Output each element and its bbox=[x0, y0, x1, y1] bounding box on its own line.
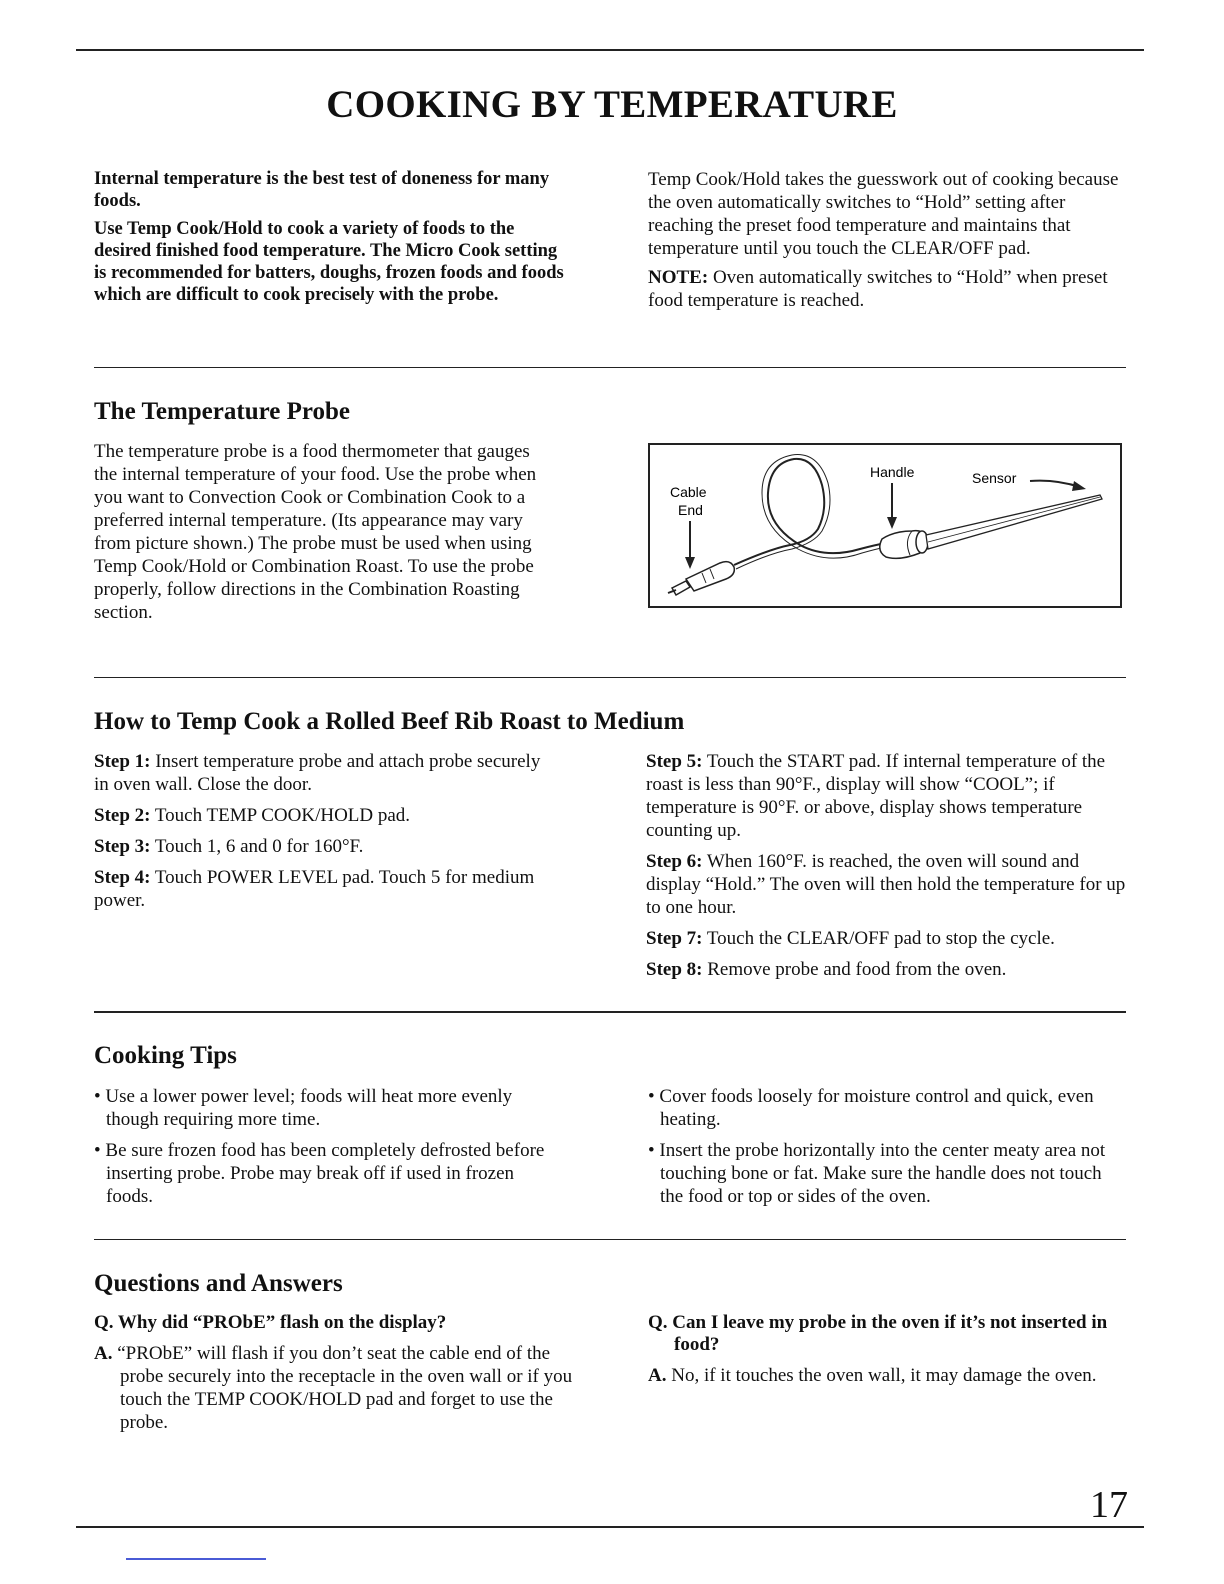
step-text: Touch TEMP COOK/HOLD pad. bbox=[150, 805, 411, 826]
step-text: Remove probe and food from the oven. bbox=[702, 959, 1007, 980]
intro-bold-2: Use Temp Cook/Hold to cook a variety of foods to the desired finished food temperature. The Micro Cook setting is recommended for batters, doughs, frozen foods and foods which are difficult to cook precisely with the probe. bbox=[94, 219, 564, 305]
step-1 bbox=[94, 750, 544, 796]
probe-heading: The Temperature Probe bbox=[94, 398, 351, 425]
label-end: End bbox=[678, 502, 703, 518]
probe-figure bbox=[648, 443, 1122, 608]
top-rule bbox=[76, 49, 1144, 51]
qa-heading: Questions and Answers bbox=[94, 1270, 343, 1297]
step-label: Step 6: bbox=[646, 851, 703, 872]
answer-label: A. bbox=[94, 1343, 113, 1364]
tip-item: • Insert the probe horizontally into the center meaty area not touching bone or fat. Make sure the handle does not touch the food or top or sides of the oven. bbox=[648, 1140, 1106, 1207]
answer-1 bbox=[94, 1342, 574, 1434]
answer-text: No, if it touches the oven wall, it may damage the oven. bbox=[666, 1365, 1097, 1386]
intro-right-para: Temp Cook/Hold takes the guesswork out of cooking because the oven automatically switches to “Hold” setting after reaching the preset food temperature and maintains that temperature until you touch the CLEAR/OFF pad. bbox=[648, 169, 1119, 259]
tips-right bbox=[648, 1085, 1126, 1216]
intro-bold-1: Internal temperature is the best test of doneness for many foods. bbox=[94, 169, 550, 211]
tip-item: • Use a lower power level; foods will heat more evenly though requiring more time. bbox=[94, 1086, 513, 1130]
step-label: Step 2: bbox=[94, 805, 151, 826]
answer-label: A. bbox=[648, 1365, 667, 1386]
step-6 bbox=[646, 850, 1126, 919]
step-text: When 160°F. is reached, the oven will sound and display “Hold.” The oven will then hold the temperature for up to one hour. bbox=[646, 851, 1126, 918]
steps-right bbox=[646, 750, 1126, 989]
section-divider bbox=[94, 677, 1126, 678]
tips-left bbox=[94, 1085, 564, 1216]
intro-right bbox=[648, 168, 1126, 318]
tip-item: • Cover foods loosely for moisture control and quick, even heating. bbox=[648, 1086, 1094, 1130]
step-3 bbox=[94, 835, 544, 858]
qa-left bbox=[94, 1312, 574, 1434]
link-underline bbox=[126, 1558, 266, 1560]
page-title: COOKING BY TEMPERATURE bbox=[326, 83, 898, 126]
step-label: Step 5: bbox=[646, 751, 703, 772]
step-text: Touch the CLEAR/OFF pad to stop the cycle. bbox=[702, 928, 1055, 949]
step-8 bbox=[646, 958, 1126, 981]
probe-text: The temperature probe is a food thermometer that gauges the internal temperature of your food. Use the probe when you want to Convection Cook or Combination Cook to a preferred internal temperature. (Its appearance may vary from picture shown.) The probe must be used when using Temp Cook/Hold or Combination Roast. To use the probe properly, follow directions in the Combination Roasting section. bbox=[94, 441, 537, 623]
section-divider bbox=[94, 1011, 1126, 1013]
step-4 bbox=[94, 866, 544, 912]
section-divider bbox=[94, 367, 1126, 368]
intro-left bbox=[94, 168, 564, 312]
label-sensor: Sensor bbox=[972, 470, 1017, 486]
step-label: Step 7: bbox=[646, 928, 703, 949]
probe-illustration bbox=[650, 445, 1120, 606]
step-label: Step 4: bbox=[94, 867, 151, 888]
step-text: Touch the START pad. If internal temperature of the roast is less than 90°F., display will show “COOL”; if temperature is 90°F. or above, display shows temperature counting up. bbox=[646, 751, 1106, 841]
label-handle: Handle bbox=[870, 464, 915, 480]
step-text: Touch 1, 6 and 0 for 160°F. bbox=[150, 836, 364, 857]
step-5 bbox=[646, 750, 1126, 842]
tip-item: • Be sure frozen food has been completely defrosted before inserting probe. Probe may break off if used in frozen foods. bbox=[94, 1140, 545, 1207]
answer-text: “PRObE” will flash if you don’t seat the cable end of the probe securely into the receptacle in the oven wall or if you touch the TEMP COOK/HOLD pad and forget to use the probe. bbox=[112, 1343, 573, 1433]
question-1: Q. Why did “PRObE” flash on the display? bbox=[94, 1312, 447, 1333]
step-text: Touch POWER LEVEL pad. Touch 5 for medium power. bbox=[94, 867, 535, 911]
section-divider bbox=[94, 1239, 1126, 1240]
step-label: Step 8: bbox=[646, 959, 703, 980]
step-2 bbox=[94, 804, 544, 827]
step-text: Insert temperature probe and attach probe securely in oven wall. Close the door. bbox=[94, 751, 541, 795]
step-label: Step 3: bbox=[94, 836, 151, 857]
label-cable: Cable bbox=[670, 484, 707, 500]
step-label: Step 1: bbox=[94, 751, 151, 772]
question-2: Q. Can I leave my probe in the oven if it’s not inserted in food? bbox=[648, 1312, 1108, 1355]
note-label: NOTE: bbox=[648, 267, 709, 288]
note-text: Oven automatically switches to “Hold” when preset food temperature is reached. bbox=[648, 267, 1108, 311]
qa-right bbox=[648, 1312, 1118, 1387]
answer-2 bbox=[648, 1364, 1118, 1387]
intro-note bbox=[648, 266, 1126, 312]
tips-heading: Cooking Tips bbox=[94, 1042, 237, 1069]
howto-heading: How to Temp Cook a Rolled Beef Rib Roast to Medium bbox=[94, 708, 685, 735]
step-7 bbox=[646, 927, 1126, 950]
steps-left bbox=[94, 750, 544, 920]
bottom-rule bbox=[76, 1526, 1144, 1528]
page-number: 17 bbox=[1090, 1484, 1128, 1526]
